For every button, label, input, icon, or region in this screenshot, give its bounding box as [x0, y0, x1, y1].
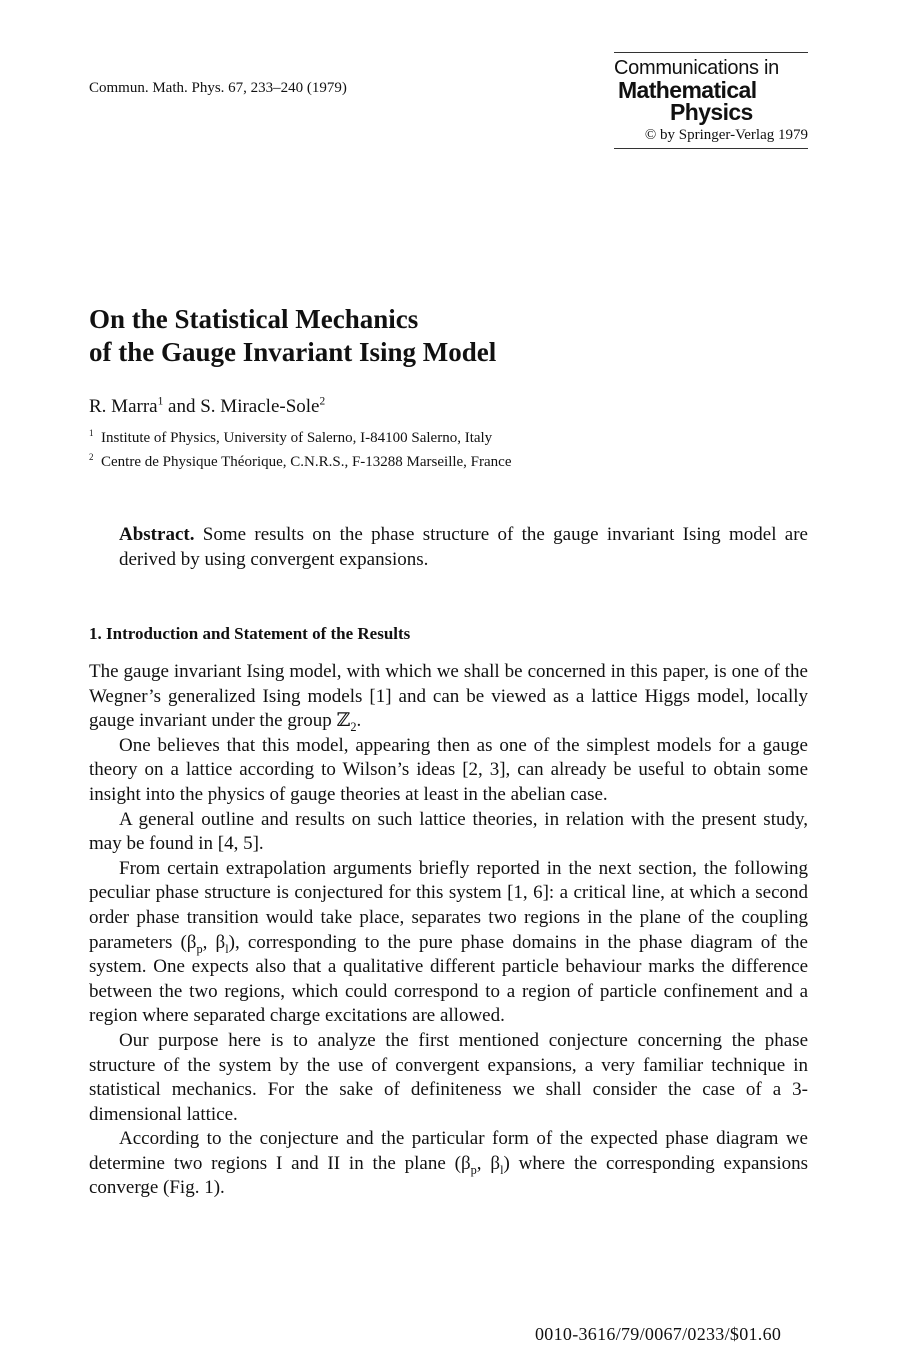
beta-p-subscript: p [196, 941, 203, 956]
abstract-label: Abstract. [119, 524, 195, 545]
affiliation-2-text: Centre de Physique Théorique, C.N.R.S., F-13288 Marseille, France [101, 454, 512, 470]
paragraph-4 [89, 857, 808, 1029]
journal-name-line1: Communications in [614, 57, 779, 79]
paragraph-4-text-a: From certain extrapolation arguments briefly reported in the next section, the following peculiar phase structure is conjectured for this system [1, 6]: a critical line, at which a second order phase transition would take place, separates two regions in the plane of the coupling parameters (β [89, 857, 808, 953]
section-heading: 1. Introduction and Statement of the Results [89, 624, 411, 643]
paragraph-1 [89, 660, 808, 734]
affiliation-2 [89, 454, 512, 471]
author-1: R. Marra [89, 396, 158, 417]
affiliation-1-text: Institute of Physics, University of Salerno, I-84100 Salerno, Italy [101, 430, 493, 446]
title-line-2: of the Gauge Invariant Ising Model [89, 337, 497, 367]
author-2: and S. Miracle-Sole [163, 396, 320, 417]
journal-name-line2: Mathematical [618, 77, 757, 103]
paragraph-6-text-a: According to the conjecture and the particular form of the expected phase diagram we determine two regions I and II in the plane (β [89, 1128, 808, 1174]
paragraph-2: One believes that this model, appearing then as one of the simplest models for a gauge theory on a lattice according to Wilson’s ideas [2, 3], can already be useful to obtain some insight into the physics of gauge theories at least in the abelian case. [89, 734, 808, 805]
title-line-1: On the Statistical Mechanics [89, 304, 419, 334]
paragraph-5: Our purpose here is to analyze the first mentioned conjecture concerning the phase structure of the system by the use of convergent expansions, a very familiar technique in statistical mechanics. For the sake of definiteness we shall consider the case of a 3-dimensional lattice. [89, 1029, 808, 1125]
paper-title [89, 303, 496, 369]
journal-name-line3: Physics [670, 99, 753, 125]
author-2-affiliation-mark: 2 [319, 395, 326, 408]
section-body [89, 660, 808, 1201]
affiliation-2-number: 2 [89, 452, 94, 462]
author-list [89, 396, 325, 418]
beta-p-subscript: p [470, 1162, 477, 1177]
paragraph-4-comma: , β [202, 931, 226, 953]
paragraph-1-end: . [356, 710, 362, 732]
beta-l-subscript: l [500, 1162, 504, 1177]
paragraph-3: A general outline and results on such lattice theories, in relation with the present study, may be found in [4, 5]. [89, 808, 808, 855]
paragraph-4-text-b: ), corresponding to the pure phase domains in the phase diagram of the system. One expects also that a qualitative different particle behaviour marks the difference between the two regions, which could correspond to a region of particle confinement and a region where separated charge excitations are allowed. [89, 931, 808, 1027]
author-1-affiliation-mark: 1 [157, 395, 164, 408]
affiliation-1-number: 1 [89, 428, 94, 438]
paragraph-6-text-b: ) where the corresponding expansions converge (Fig. 1). [89, 1152, 808, 1199]
abstract-text: Some results on the phase structure of the gauge invariant Ising model are derived by using convergent expansions. [119, 524, 808, 570]
copyright-notice: © by Springer-Verlag 1979 [644, 127, 808, 143]
paragraph-6 [89, 1127, 808, 1201]
paragraph-1-text: The gauge invariant Ising model, with which we shall be concerned in this paper, is one of the Wegner’s generalized Ising models [1] and can be viewed as a lattice Higgs model, locally gauge invariant under the group ℤ [89, 661, 808, 732]
beta-l-subscript: l [225, 941, 229, 956]
paragraph-6-comma: , β [476, 1152, 501, 1174]
journal-masthead [614, 52, 808, 149]
abstract [119, 522, 808, 572]
journal-citation: Commun. Math. Phys. 67, 233–240 (1979) [89, 80, 347, 96]
affiliation-1 [89, 430, 492, 447]
group-subscript: 2 [350, 719, 357, 734]
article-code: 0010-3616/79/0067/0233/$01.60 [535, 1324, 782, 1344]
